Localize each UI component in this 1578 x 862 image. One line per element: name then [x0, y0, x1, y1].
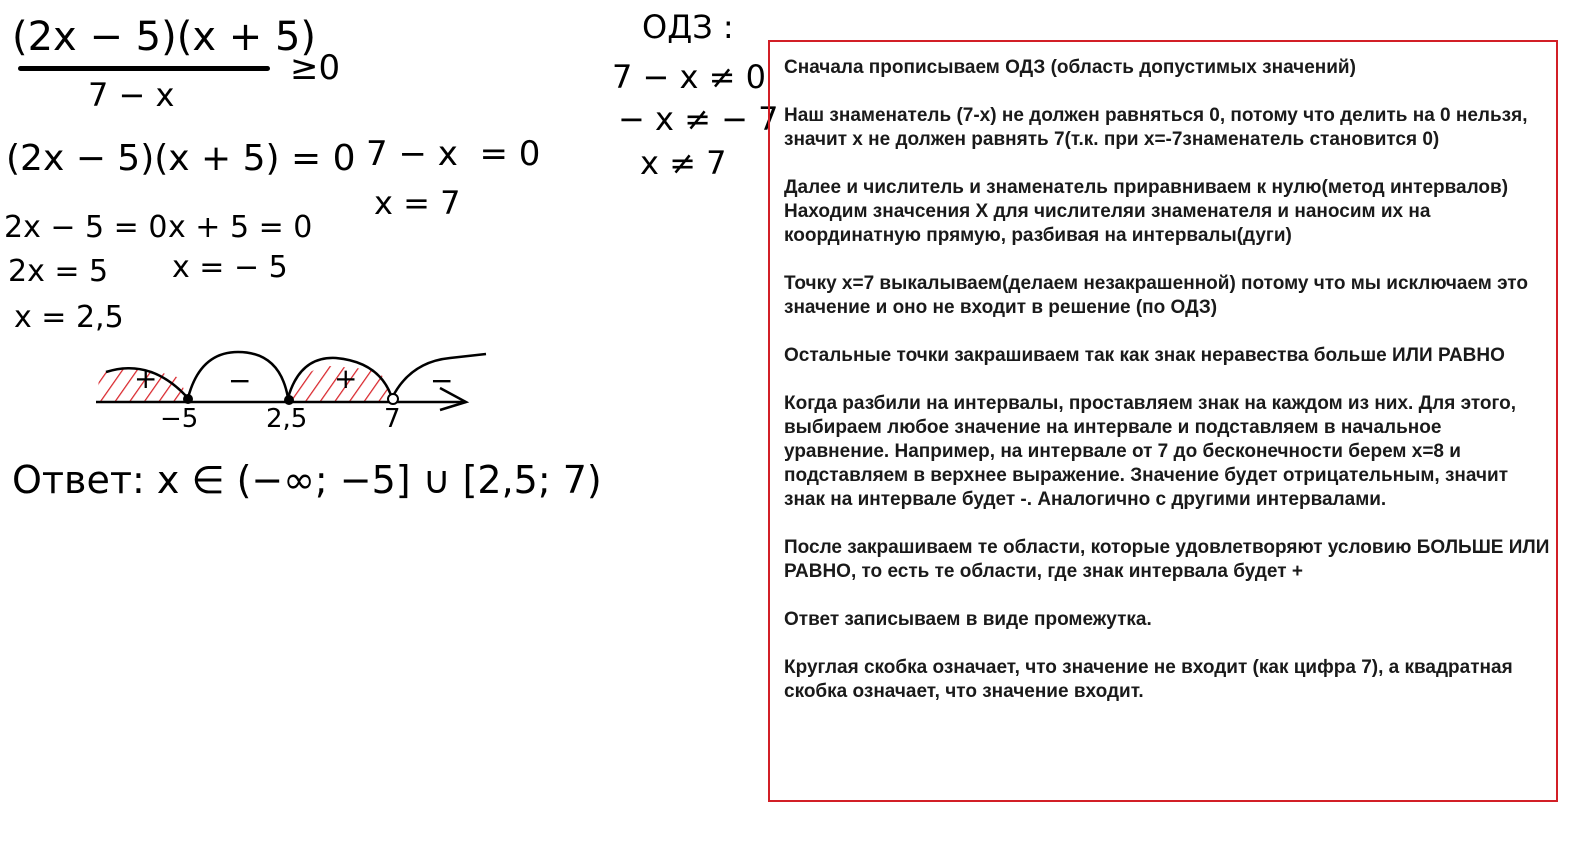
- interval-sign: +: [334, 362, 358, 395]
- equation-denominator-zero: 7 − x = 0: [366, 134, 541, 174]
- right-col-step: x = − 5: [172, 250, 288, 285]
- left-col-step: 2x = 5: [8, 254, 109, 289]
- explanation-paragraph: Наш знаменатель (7-х) не должен равняться 0, потому что делить на 0 нельзя, значит х не должен равнять 7(т.к. при х=-7знаменатель становится 0): [784, 105, 1528, 150]
- interval-sign: −: [430, 364, 454, 397]
- tick-label: 2,5: [266, 404, 308, 434]
- explanation-box: [768, 40, 1558, 802]
- left-col-step: 2x − 5 = 0: [4, 210, 168, 245]
- odz-line: x ≠ 7: [640, 144, 727, 182]
- tick-label: −5: [160, 404, 199, 434]
- explanation-paragraph: Ответ записываем в виде промежутка.: [784, 609, 1152, 630]
- explanation-paragraph: Когда разбили на интервалы, проставляем знак на каждом из них. Для этого, выбираем любое значение на интервале и подставляем в начальное уравнение. Например, на интервале от 7 до бесконечности берем х=8 и подставляем в верхнее выражение. Значение будет отрицательным, значит знак на интервале будет -. Аналогично с другими интервалами.: [784, 393, 1517, 510]
- answer: Ответ: x ∈ (−∞; −5] ∪ [2,5; 7): [12, 458, 602, 502]
- interval-sign: −: [228, 364, 252, 397]
- right-col-step: x + 5 = 0: [168, 210, 313, 245]
- explanation-paragraph: После закрашиваем те области, которые удовлетворяют условию БОЛЬШЕ ИЛИ РАВНО, то есть те области, где знак интервала будет +: [784, 537, 1550, 582]
- inequality-tail: ≥0: [290, 48, 341, 88]
- explanation-paragraph: Круглая скобка означает, что значение не входит (как цифра 7), а квадратная скобка означает, что значение входит.: [784, 657, 1513, 702]
- odz-title: ОДЗ :: [642, 8, 734, 46]
- point-seven-open: [388, 394, 398, 404]
- interval-sign: +: [134, 362, 158, 395]
- point-minus-five: [183, 394, 193, 404]
- odz-line: − x ≠ − 7: [618, 100, 779, 138]
- odz-line: 7 − x ≠ 0: [612, 58, 766, 96]
- left-col-step: x = 2,5: [14, 300, 124, 335]
- explanation-paragraph: Далее и числитель и знаменатель приравниваем к нулю(метод интервалов): [784, 177, 1509, 198]
- tick-label: 7: [384, 404, 401, 434]
- interval-number-line: [0, 0, 560, 450]
- explanation-paragraph: Сначала прописываем ОДЗ (область допустимых значений): [784, 57, 1356, 78]
- explanation-paragraph: Остальные точки закрашиваем так как знак неравества больше ИЛИ РАВНО: [784, 345, 1505, 366]
- explanation-paragraph: Точку х=7 выкалываем(делаем незакрашенной) потому что мы исключаем это значение и оно не входит в решение (по ОДЗ): [784, 273, 1528, 318]
- equation-numerator-zero: (2x − 5)(x + 5) = 0: [6, 138, 356, 179]
- fraction-numerator: (2x − 5)(x + 5): [12, 14, 317, 60]
- explanation-paragraph: Находим значсения Х для числителяи знаменателя и наносим их на координатную прямую, разбивая на интервалы(дуги): [784, 201, 1431, 246]
- equation-denominator-root: x = 7: [374, 184, 461, 222]
- fraction-denominator: 7 − x: [88, 76, 175, 114]
